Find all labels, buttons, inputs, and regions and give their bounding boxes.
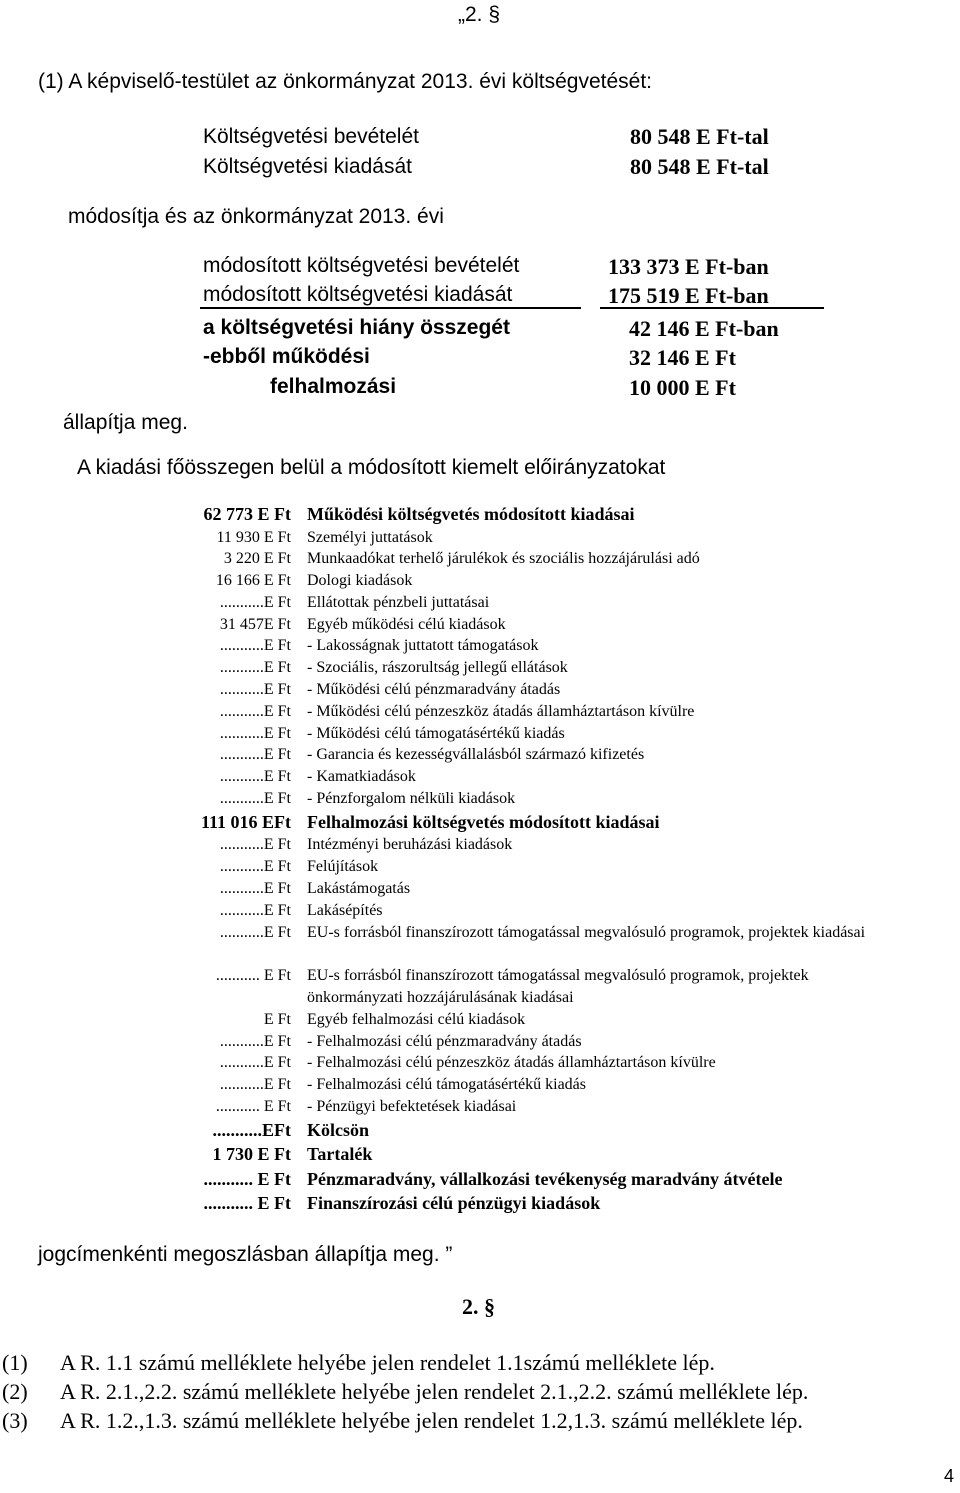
list-item bbox=[0, 548, 960, 570]
capital-label: felhalmozási bbox=[270, 375, 397, 398]
original-revenue-label: Költségvetési bevételét bbox=[203, 125, 419, 148]
item-label: Kölcsön bbox=[307, 1119, 370, 1140]
list-item bbox=[0, 635, 960, 657]
section2-para1-number: (1) bbox=[2, 1350, 28, 1375]
item-label: Felhalmozási költségvetés módosított kiadásai bbox=[307, 811, 660, 832]
item-label: - Felhalmozási célú pénzmaradvány átadás bbox=[307, 1032, 582, 1050]
list-item bbox=[0, 723, 960, 745]
list-item bbox=[0, 1191, 960, 1216]
item-amount: ...........E Ft bbox=[219, 593, 291, 611]
item-amount: ...........E Ft bbox=[219, 702, 291, 720]
closing-text: jogcímenkénti megoszlásban állapítja meg. ” bbox=[38, 1243, 453, 1266]
list-item bbox=[0, 592, 960, 614]
item-label: Ellátottak pénzbeli juttatásai bbox=[307, 593, 490, 611]
item-label: Tartalék bbox=[307, 1144, 373, 1165]
operating-label: -ebből működési bbox=[203, 345, 370, 368]
item-label: Lakásépítés bbox=[307, 901, 383, 919]
item-amount: ........... E Ft bbox=[203, 1168, 291, 1189]
list-item bbox=[0, 502, 960, 527]
list-item bbox=[0, 900, 960, 922]
list-item bbox=[0, 1096, 960, 1118]
deficit-value: 42 146 E Ft-ban bbox=[629, 316, 779, 341]
original-revenue-value: 80 548 E Ft-tal bbox=[630, 124, 769, 149]
list-item bbox=[0, 1074, 960, 1096]
item-amount: ........... E Ft bbox=[215, 967, 291, 985]
item-amount: ...........E Ft bbox=[219, 1032, 291, 1050]
list-item bbox=[0, 878, 960, 900]
item-label: - Működési célú támogatásértékű kiadás bbox=[307, 724, 565, 742]
item-label: EU-s forrásból finanszírozott támogatással megvalósuló programok, projektek kiadásai bbox=[307, 923, 866, 941]
item-amount: 31 457E Ft bbox=[219, 615, 291, 633]
divider-right bbox=[600, 307, 824, 309]
item-amount: ...........E Ft bbox=[219, 879, 291, 897]
item-label: - Felhalmozási célú támogatásértékű kiadás bbox=[307, 1076, 587, 1094]
item-label: Egyéb működési célú kiadások bbox=[307, 615, 506, 633]
list-item bbox=[0, 701, 960, 723]
item-amount: ...........E Ft bbox=[219, 768, 291, 786]
list-item bbox=[0, 527, 960, 549]
list-item bbox=[0, 744, 960, 766]
item-label: Felújítások bbox=[307, 858, 379, 876]
item-amount: 111 016 EFt bbox=[200, 811, 291, 832]
item-label: - Felhalmozási célú pénzeszköz átadás államháztartáson kívülre bbox=[307, 1054, 716, 1072]
section2-para3-number: (3) bbox=[2, 1408, 28, 1433]
item-label: - Működési célú pénzmaradvány átadás bbox=[307, 681, 561, 699]
list-item bbox=[0, 614, 960, 636]
item-amount: ...........E Ft bbox=[219, 659, 291, 677]
intro-text: (1) A képviselő-testület az önkormányzat 2013. évi költségvetését: bbox=[38, 70, 652, 93]
item-amount: ...........E Ft bbox=[219, 858, 291, 876]
item-amount: 1 730 E Ft bbox=[212, 1144, 291, 1165]
section2-heading: 2. § bbox=[462, 1294, 495, 1319]
operating-value: 32 146 E Ft bbox=[629, 345, 736, 370]
item-label: Munkaadókat terhelő járulékok és szociális hozzájárulási adó bbox=[307, 550, 700, 568]
item-amount: ...........E Ft bbox=[219, 746, 291, 764]
item-label: Működési költségvetés módosított kiadásai bbox=[307, 504, 635, 524]
modified-expense-label: módosított költségvetési kiadását bbox=[203, 283, 513, 306]
modify-text: módosítja és az önkormányzat 2013. évi bbox=[68, 205, 444, 228]
modified-revenue-label: módosított költségvetési bevételét bbox=[203, 254, 520, 277]
list-item bbox=[0, 965, 960, 1009]
list-item bbox=[0, 1167, 960, 1192]
item-amount: ...........E Ft bbox=[219, 1054, 291, 1072]
item-amount: E Ft bbox=[263, 1010, 291, 1028]
capital-value: 10 000 E Ft bbox=[629, 375, 736, 400]
item-label: Pénzmaradvány, vállalkozási tevékenység maradvány átvétele bbox=[307, 1168, 783, 1189]
item-amount: ...........E Ft bbox=[219, 637, 291, 655]
item-label: Dologi kiadások bbox=[307, 572, 413, 590]
section2-para2-number: (2) bbox=[2, 1379, 28, 1404]
item-label: Egyéb felhalmozási célú kiadások bbox=[307, 1010, 526, 1028]
list-item bbox=[0, 679, 960, 701]
list-item bbox=[0, 570, 960, 592]
original-expense-label: Költségvetési kiadását bbox=[203, 155, 412, 178]
item-amount: 11 930 E Ft bbox=[216, 528, 291, 546]
item-amount: ...........E Ft bbox=[219, 1076, 291, 1094]
item-amount: ...........E Ft bbox=[219, 836, 291, 854]
modified-expense-value: 175 519 E Ft-ban bbox=[608, 283, 769, 308]
item-amount: ...........E Ft bbox=[219, 681, 291, 699]
list-item bbox=[0, 810, 960, 835]
item-label: Lakástámogatás bbox=[307, 879, 411, 897]
item-amount: ........... E Ft bbox=[215, 1097, 291, 1115]
section-mark: „2. § bbox=[458, 3, 501, 26]
item-amount: ...........EFt bbox=[212, 1119, 291, 1140]
item-amount: ...........E Ft bbox=[219, 790, 291, 808]
section2-para2-text: A R. 2.1.,2.2. számú melléklete helyébe jelen rendelet 2.1.,2.2. számú melléklete lép. bbox=[60, 1379, 809, 1404]
item-label: - Működési célú pénzeszköz átadás államháztartáson kívülre bbox=[307, 702, 695, 720]
list-item bbox=[0, 834, 960, 856]
item-amount: 3 220 E Ft bbox=[223, 550, 291, 568]
divider-left bbox=[200, 307, 581, 309]
item-amount: ...........E Ft bbox=[219, 724, 291, 742]
list-item bbox=[0, 1118, 960, 1143]
item-amount: 16 166 E Ft bbox=[215, 572, 291, 590]
item-label: Személyi juttatások bbox=[307, 528, 433, 546]
item-amount: 62 773 E Ft bbox=[203, 504, 291, 524]
item-label: - Kamatkiadások bbox=[307, 768, 416, 786]
item-label: - Pénzforgalom nélküli kiadások bbox=[307, 790, 516, 808]
original-expense-value: 80 548 E Ft-tal bbox=[630, 154, 769, 179]
expense-items-list bbox=[0, 502, 960, 1216]
list-item bbox=[0, 1009, 960, 1031]
item-amount: ...........E Ft bbox=[219, 901, 291, 919]
list-item bbox=[0, 788, 960, 810]
section2-para1-text: A R. 1.1 számú melléklete helyébe jelen rendelet 1.1számú melléklete lép. bbox=[60, 1350, 715, 1375]
item-label: - Garancia és kezességvállalásból származó kifizetés bbox=[307, 746, 645, 764]
deficit-label: a költségvetési hiány összegét bbox=[203, 316, 510, 339]
section2-para3-text: A R. 1.2.,1.3. számú melléklete helyébe jelen rendelet 1.2,1.3. számú melléklete lép. bbox=[60, 1408, 803, 1433]
item-label: - Lakosságnak juttatott támogatások bbox=[307, 637, 539, 655]
item-amount: ...........E Ft bbox=[219, 923, 291, 941]
page-number: 4 bbox=[944, 1466, 955, 1486]
list-item bbox=[0, 922, 960, 966]
item-label: Intézményi beruházási kiadások bbox=[307, 836, 513, 854]
item-label: Finanszírozási célú pénzügyi kiadások bbox=[307, 1193, 601, 1214]
item-label: EU-s forrásból finanszírozott támogatással megvalósuló programok, projektek önkormányzati hozzájárulásának kiadásai bbox=[307, 967, 809, 1006]
item-label: - Pénzügyi befektetések kiadásai bbox=[307, 1097, 517, 1115]
list-item bbox=[0, 1052, 960, 1074]
list-item bbox=[0, 856, 960, 878]
list-item bbox=[0, 657, 960, 679]
list-item bbox=[0, 1142, 960, 1167]
list-item bbox=[0, 766, 960, 788]
item-amount: ........... E Ft bbox=[203, 1193, 291, 1214]
item-label: - Szociális, rászorultság jellegű ellátások bbox=[307, 659, 568, 677]
modified-revenue-value: 133 373 E Ft-ban bbox=[608, 254, 769, 279]
list-item bbox=[0, 1031, 960, 1053]
establish-text: állapítja meg. bbox=[63, 411, 188, 434]
main-heading: A kiadási főösszegen belül a módosított kiemelt előirányzatokat bbox=[77, 456, 666, 479]
